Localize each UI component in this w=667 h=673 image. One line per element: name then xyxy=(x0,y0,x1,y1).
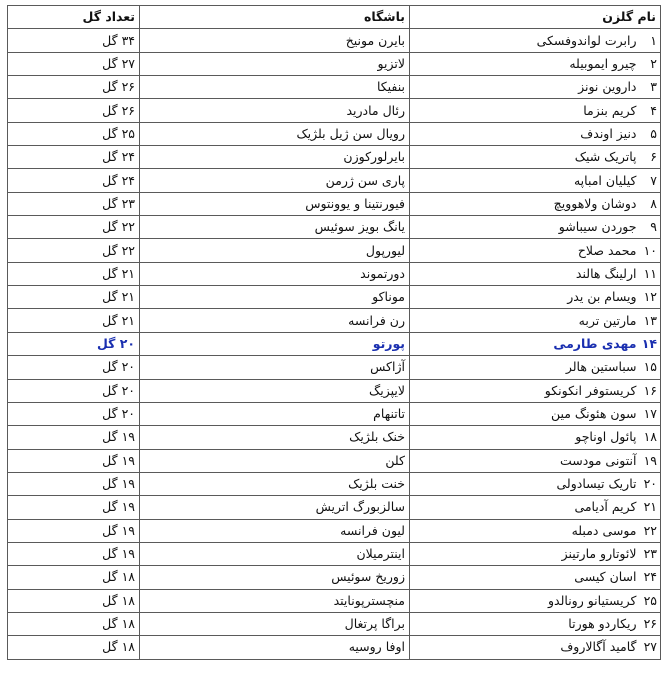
row-club: خنک بلژیک xyxy=(140,426,410,449)
row-rank: ۸ xyxy=(639,192,661,215)
row-club: فیورنتینا و یوونتوس xyxy=(140,192,410,215)
table-row xyxy=(8,566,661,589)
row-club: پورتو xyxy=(140,332,410,355)
row-club: رئال مادرید xyxy=(140,99,410,122)
row-scorer-name: داروین نونز xyxy=(410,76,639,99)
row-scorer-name: ارلینگ هالند xyxy=(410,262,639,285)
row-club: آژاکس xyxy=(140,356,410,379)
table-row xyxy=(8,519,661,542)
row-rank: ۹ xyxy=(639,216,661,239)
row-rank: ۲۰ xyxy=(639,472,661,495)
row-rank: ۷ xyxy=(639,169,661,192)
row-goals: ۲۱ گل xyxy=(8,262,140,285)
row-rank: ۱۰ xyxy=(639,239,661,262)
header-goals: تعداد گل xyxy=(8,6,140,29)
row-goals: ۲۱ گل xyxy=(8,286,140,309)
row-club: تاتنهام xyxy=(140,402,410,425)
row-scorer-name: پائول اوناچو xyxy=(410,426,639,449)
row-scorer-name: آنتونی مودست xyxy=(410,449,639,472)
row-scorer-name: کریم آدیامی xyxy=(410,496,639,519)
row-scorer-name: کریستوفر انکونکو xyxy=(410,379,639,402)
row-scorer-name: رابرت لواندوفسکی xyxy=(410,29,639,52)
table-row xyxy=(8,542,661,565)
table-row xyxy=(8,449,661,472)
row-rank: ۱۸ xyxy=(639,426,661,449)
table-row xyxy=(8,99,661,122)
table-row xyxy=(8,286,661,309)
row-goals: ۱۹ گل xyxy=(8,542,140,565)
row-scorer-name: کیلیان امباپه xyxy=(410,169,639,192)
row-club: موناکو xyxy=(140,286,410,309)
row-rank: ۱۷ xyxy=(639,402,661,425)
row-rank: ۵ xyxy=(639,122,661,145)
row-rank: ۲۶ xyxy=(639,612,661,635)
table-row xyxy=(8,122,661,145)
row-rank: ۱۱ xyxy=(639,262,661,285)
table-row xyxy=(8,472,661,495)
row-rank: ۲۵ xyxy=(639,589,661,612)
row-goals: ۱۸ گل xyxy=(8,612,140,635)
row-scorer-name: مهدی طارمی xyxy=(410,332,639,355)
row-scorer-name: دنیز اوندف xyxy=(410,122,639,145)
row-club: لیورپول xyxy=(140,239,410,262)
row-goals: ۲۴ گل xyxy=(8,169,140,192)
row-goals: ۱۹ گل xyxy=(8,519,140,542)
table-row xyxy=(8,356,661,379)
row-goals: ۲۱ گل xyxy=(8,309,140,332)
row-rank: ۱۳ xyxy=(639,309,661,332)
table-row xyxy=(8,76,661,99)
row-club: منچسترپونایتد xyxy=(140,589,410,612)
row-rank: ۳ xyxy=(639,76,661,99)
row-club: پاری سن ژرمن xyxy=(140,169,410,192)
row-goals: ۱۹ گل xyxy=(8,426,140,449)
row-rank: ۱۶ xyxy=(639,379,661,402)
row-goals: ۲۶ گل xyxy=(8,99,140,122)
row-scorer-name: ریکاردو هورتا xyxy=(410,612,639,635)
row-rank: ۲۱ xyxy=(639,496,661,519)
row-club: بایرن مونیخ xyxy=(140,29,410,52)
row-rank: ۶ xyxy=(639,146,661,169)
row-goals: ۲۷ گل xyxy=(8,52,140,75)
table-row xyxy=(8,192,661,215)
row-scorer-name: پاتریک شیک xyxy=(410,146,639,169)
table-row xyxy=(8,29,661,52)
row-scorer-name: دوشان ولاهوویچ xyxy=(410,192,639,215)
table-row xyxy=(8,262,661,285)
table-row xyxy=(8,402,661,425)
row-goals: ۲۵ گل xyxy=(8,122,140,145)
table-row xyxy=(8,636,661,659)
row-club: دورتموند xyxy=(140,262,410,285)
table-row xyxy=(8,379,661,402)
row-goals: ۱۹ گل xyxy=(8,496,140,519)
row-goals: ۲۲ گل xyxy=(8,216,140,239)
row-club: کلن xyxy=(140,449,410,472)
row-rank: ۲۷ xyxy=(639,636,661,659)
row-scorer-name: کریستیانو رونالدو xyxy=(410,589,639,612)
row-rank: ۲ xyxy=(639,52,661,75)
table-row xyxy=(8,589,661,612)
row-club: لایپزیگ xyxy=(140,379,410,402)
row-club: سالزبورگ اتریش xyxy=(140,496,410,519)
row-rank: ۱ xyxy=(639,29,661,52)
row-club: لاتزیو xyxy=(140,52,410,75)
row-goals: ۳۴ گل xyxy=(8,29,140,52)
table-row xyxy=(8,52,661,75)
row-goals: ۲۰ گل xyxy=(8,356,140,379)
row-goals: ۱۸ گل xyxy=(8,636,140,659)
table-row xyxy=(8,239,661,262)
row-scorer-name: سون هئونگ مین xyxy=(410,402,639,425)
row-scorer-name: لائوتارو مارتینز xyxy=(410,542,639,565)
row-club: رن فرانسه xyxy=(140,309,410,332)
row-club: بایرلورکوزن xyxy=(140,146,410,169)
table-header-row xyxy=(8,6,661,29)
row-club: زوریخ سوئیس xyxy=(140,566,410,589)
row-scorer-name: جوردن سیباشو xyxy=(410,216,639,239)
row-rank: ۱۵ xyxy=(639,356,661,379)
table-row xyxy=(8,332,661,355)
row-scorer-name: محمد صلاح xyxy=(410,239,639,262)
row-goals: ۱۹ گل xyxy=(8,449,140,472)
row-goals: ۱۸ گل xyxy=(8,566,140,589)
row-scorer-name: سباستین هالر xyxy=(410,356,639,379)
row-rank: ۱۲ xyxy=(639,286,661,309)
row-goals: ۲۳ گل xyxy=(8,192,140,215)
row-rank: ۱۴ xyxy=(639,332,661,355)
row-club: اوفا روسیه xyxy=(140,636,410,659)
row-club: خنت بلژیک xyxy=(140,472,410,495)
row-goals: ۱۸ گل xyxy=(8,589,140,612)
table-row xyxy=(8,496,661,519)
table-row xyxy=(8,612,661,635)
row-club: لیون فرانسه xyxy=(140,519,410,542)
row-club: رویال سن ژیل بلژیک xyxy=(140,122,410,145)
row-goals: ۲۰ گل xyxy=(8,379,140,402)
top-scorers-table xyxy=(7,5,661,660)
row-scorer-name: موسی دمبله xyxy=(410,519,639,542)
row-rank: ۴ xyxy=(639,99,661,122)
table-row xyxy=(8,146,661,169)
table-row xyxy=(8,216,661,239)
row-scorer-name: تاریک تیسادولی xyxy=(410,472,639,495)
row-club: یانگ بویز سوئیس xyxy=(140,216,410,239)
scorers-table-container xyxy=(7,5,661,660)
table-row xyxy=(8,426,661,449)
row-scorer-name: گامید آگالاروف xyxy=(410,636,639,659)
row-scorer-name: چیرو ایموبیله xyxy=(410,52,639,75)
row-scorer-name: کریم بنزما xyxy=(410,99,639,122)
row-goals: ۲۶ گل xyxy=(8,76,140,99)
row-rank: ۲۳ xyxy=(639,542,661,565)
table-row xyxy=(8,309,661,332)
row-rank: ۲۲ xyxy=(639,519,661,542)
row-goals: ۱۹ گل xyxy=(8,472,140,495)
row-goals: ۲۰ گل xyxy=(8,332,140,355)
row-rank: ۱۹ xyxy=(639,449,661,472)
header-scorer-name: نام گلزن xyxy=(410,6,661,29)
row-club: اینترمیلان xyxy=(140,542,410,565)
row-club: بنفیکا xyxy=(140,76,410,99)
table-row xyxy=(8,169,661,192)
row-scorer-name: اسان کیسی xyxy=(410,566,639,589)
row-rank: ۲۴ xyxy=(639,566,661,589)
table-body xyxy=(8,29,661,659)
row-scorer-name: ویسام بن یدر xyxy=(410,286,639,309)
row-club: براگا پرتغال xyxy=(140,612,410,635)
row-goals: ۲۲ گل xyxy=(8,239,140,262)
row-goals: ۲۴ گل xyxy=(8,146,140,169)
row-goals: ۲۰ گل xyxy=(8,402,140,425)
row-scorer-name: مارتین تربه xyxy=(410,309,639,332)
header-club: باشگاه xyxy=(140,6,410,29)
